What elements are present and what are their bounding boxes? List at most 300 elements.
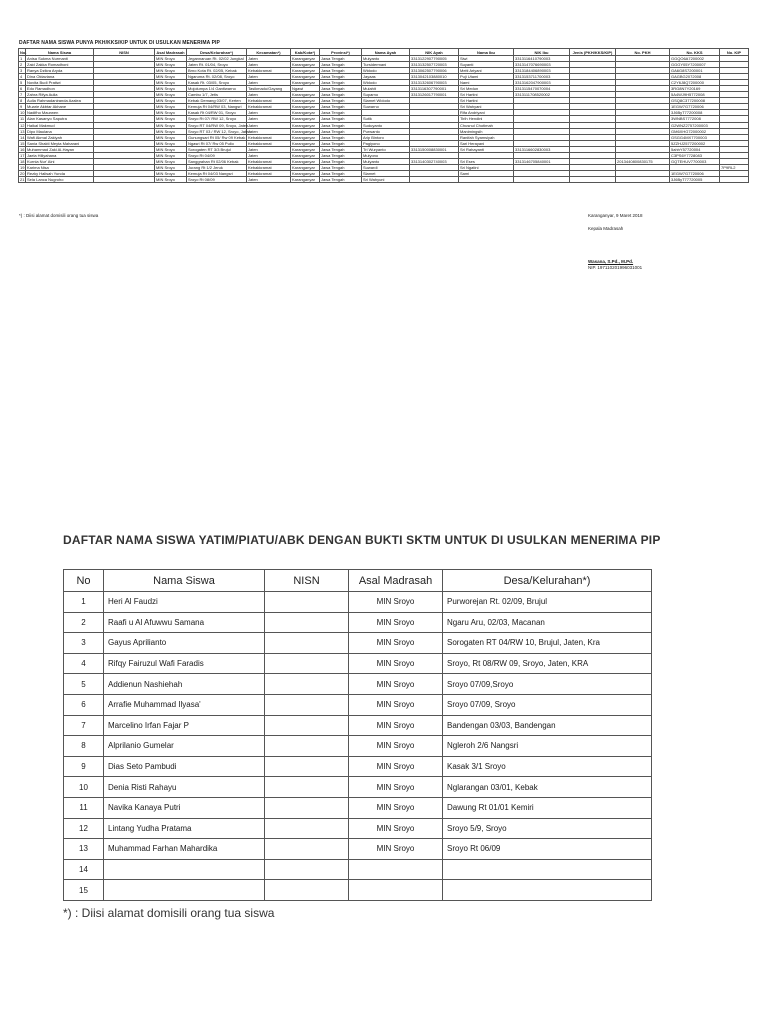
- table-row: [64, 612, 652, 633]
- table-cell: 12: [64, 818, 104, 839]
- table-cell: Sroyo Rt 08/09: [187, 176, 247, 182]
- table-cell: GA6G8S7200001: [670, 68, 720, 74]
- table-cell: Jawa Tengah: [320, 176, 362, 182]
- table-cell: Jaten: [247, 110, 291, 116]
- table-cell: 1: [19, 56, 26, 62]
- table-cell: Karanganyar: [291, 74, 320, 80]
- table-cell: MIN Sroyo: [155, 152, 187, 158]
- table-cell: Kurnia Nur' Aini: [26, 158, 94, 164]
- table-cell: Sri Wahyuni: [362, 176, 410, 182]
- table-cell: 3313147076690003: [514, 62, 570, 68]
- table-cell: [265, 694, 349, 715]
- table-cell: Edo Ramadhon: [26, 86, 94, 92]
- table-row: [64, 880, 652, 901]
- table-cell: Lintang Yudha Pratama: [104, 818, 265, 839]
- table-cell: Jawa Tengah: [320, 110, 362, 116]
- table-cell: 6: [19, 86, 26, 92]
- table-cell: 12: [20, 122, 25, 128]
- table-cell: Ngaru Aru, 02/03, Macanan: [443, 612, 652, 633]
- table-cell: [265, 839, 349, 860]
- table-cell: 16: [20, 146, 25, 152]
- table-cell: Suduyanto: [362, 122, 410, 128]
- column-header: Asal Madrasah: [349, 570, 443, 592]
- table-cell: MIN Sroyo: [155, 128, 187, 134]
- table-cell: Jaten: [247, 128, 291, 134]
- table-cell: Kasak 3/1 Sroyo: [443, 756, 652, 777]
- table-cell: [265, 612, 349, 633]
- table-cell: 8: [19, 98, 26, 104]
- table-cell: Bandengan 03/03, Bandengan: [443, 715, 652, 736]
- table-cell: Kasak Rt. 03/05, Sroyo: [187, 80, 247, 86]
- table-cell: Sroyo, Rt 08/RW 09, Sroyo, Jaten, KRA: [443, 653, 652, 674]
- table-row: [64, 777, 652, 798]
- table-cell: MIN Sroyo: [155, 158, 187, 164]
- table-cell: Sami: [459, 170, 514, 176]
- table-row: [64, 694, 652, 715]
- table-cell: Cambu 1/7, Jetis: [187, 92, 247, 98]
- table-cell: Sroyo RT 04/RW 09, Sroyo, Jaten: [188, 122, 249, 128]
- column-header: Jenis (PKH/KKS/KIP): [570, 49, 616, 56]
- column-header: Nama Siswa: [104, 570, 265, 592]
- table-cell: Muhammad Zaki Al-Hayan: [26, 146, 94, 152]
- table-cell: Sania Shakti Meyta Maharani: [26, 140, 94, 146]
- table-cell: Nglarangan 03/01, Kebak: [443, 777, 652, 798]
- table-cell: Suparno: [362, 92, 410, 98]
- table-cell: Jawa Tengah: [320, 92, 362, 98]
- table-cell: [443, 859, 652, 880]
- table-cell: Jawa Tengah: [320, 68, 362, 74]
- table-cell: Jaten: [247, 56, 291, 62]
- table-cell: Tri Wuryanto: [362, 146, 410, 152]
- table-cell: Karanganyar: [291, 146, 320, 152]
- table-cell: 3313132606790003: [410, 80, 459, 86]
- table-row: [64, 736, 652, 757]
- table-cell: C2Y6J8Q7200000: [670, 80, 720, 86]
- table-cell: Jawa Tengah: [320, 134, 362, 140]
- table-cell: Karanganyar: [291, 68, 320, 74]
- table-cell: Haikal Makmud: [26, 122, 94, 128]
- table-cell: Sri Hartini: [459, 92, 514, 98]
- table-cell: Karanganyar: [291, 122, 320, 128]
- table-cell: Karanganyar: [291, 176, 320, 182]
- table-cell: 3: [19, 68, 26, 74]
- table-cell: [265, 674, 349, 695]
- table-cell: Purwanto: [362, 128, 410, 134]
- doc2-title: DAFTAR NAMA SISWA YATIM/PIATU/ABK DENGAN BUKTI SKTM UNTUK DI USULKAN MENERIMA PIP: [63, 533, 661, 547]
- table-cell: Sroyo Rt 07/ RW 12, Sroyo: [187, 116, 247, 122]
- table-cell: 3313116602830003: [514, 146, 570, 152]
- table-cell: Suwarno: [362, 104, 410, 110]
- table-cell: Widodo: [362, 80, 410, 86]
- table-cell: Manimingsih: [459, 128, 514, 134]
- table-cell: [265, 633, 349, 654]
- column-header: Nama Siswa: [26, 49, 94, 56]
- table-cell: MIN Sroyo: [349, 797, 443, 818]
- table-cell: [265, 880, 349, 901]
- table-cell: Jegannaruan Rt. 02/02 Jungkal: [187, 56, 247, 62]
- table-cell: 3313116410790003: [514, 56, 570, 62]
- table-row: [64, 859, 652, 880]
- table-cell: Karanganyar: [291, 170, 320, 176]
- column-header: Nama Ibu: [459, 49, 514, 56]
- table-cell: Chusnul Chotimah: [459, 122, 514, 128]
- table-cell: Jaten: [247, 74, 291, 80]
- signature-role: Kepala Madrasah: [588, 226, 624, 231]
- table-cell: Sutik: [362, 116, 410, 122]
- table-cell: [265, 859, 349, 880]
- table-cell: 5ZZHJ2577200002: [670, 140, 720, 146]
- table-cell: Raafi u Al Afuwwu Samana: [104, 612, 265, 633]
- table-cell: Sroyo 5/9, Sroyo: [443, 818, 652, 839]
- table-cell: Jawa Tengah: [320, 104, 362, 110]
- table-cell: [443, 880, 652, 901]
- table-cell: Kebakkramat: [247, 140, 291, 146]
- table-cell: MIN Sroyo: [155, 164, 187, 170]
- table-cell: Brno Kota Rt. 02/05, Kebak: [187, 68, 247, 74]
- table-cell: 3313140302740003: [410, 158, 459, 164]
- table-cell: 3J6ByT77200008: [670, 110, 720, 116]
- table-cell: Heri Al Faudzi: [104, 592, 265, 613]
- table-cell: Wafi Akmal Zakiyah: [26, 134, 94, 140]
- table-cell: [265, 715, 349, 736]
- table-cell: 11: [64, 797, 104, 818]
- table-cell: MIN Sroyo: [349, 612, 443, 633]
- table-cell: 3313116307790001: [410, 86, 459, 92]
- table-cell: [94, 176, 155, 182]
- table-cell: 3313042103880010: [410, 74, 459, 80]
- table-cell: MIN Sroyo: [155, 116, 187, 122]
- table-cell: [265, 736, 349, 757]
- table-cell: Jawa Tengah: [320, 140, 362, 146]
- table-cell: Sri Ngatini: [459, 164, 514, 170]
- table-cell: 3313122907790005: [410, 56, 459, 62]
- table-cell: 7: [64, 715, 104, 736]
- table-cell: Sri Hartini: [459, 98, 514, 104]
- table-cell: MIN Sroyo: [349, 818, 443, 839]
- table-cell: Meiti Ariyani: [459, 68, 514, 74]
- table-cell: Jaten: [247, 116, 291, 122]
- table-cell: Mulahit: [362, 86, 410, 92]
- table-cell: Mojolumpa 1/4 Gantiwarno: [187, 86, 247, 92]
- table-cell: [349, 880, 443, 901]
- table-cell: Karanganyar: [291, 134, 320, 140]
- table-cell: [265, 756, 349, 777]
- table-cell: Tasikmadu/Gayang: [247, 86, 291, 92]
- table-cell: Puji Utami: [459, 74, 514, 80]
- table-cell: Muhammad Farhan Mahardika: [104, 839, 265, 860]
- table-cell: 17: [20, 152, 25, 158]
- table-cell: MIN Sroyo: [349, 736, 443, 757]
- table-cell: Kebakkramat: [247, 170, 291, 176]
- table-cell: 19: [20, 164, 25, 170]
- table-cell: Alan Kasanyo Saputra: [26, 116, 94, 122]
- table-row: [19, 176, 749, 182]
- table-cell: Sri Medun: [459, 86, 514, 92]
- table-row: [64, 653, 652, 674]
- table-cell: [459, 176, 514, 182]
- table-cell: Marcelino Irfan Fajar P: [104, 715, 265, 736]
- table-cell: Ngleroh 2/6 Nangsri: [443, 736, 652, 757]
- table-cell: [265, 818, 349, 839]
- table-header-row: [64, 570, 652, 592]
- table-cell: MIN Sroyo: [349, 694, 443, 715]
- table-cell: MIN Sroyo: [349, 674, 443, 695]
- table-cell: 10: [20, 110, 25, 116]
- table-cell: MIN Sroyo: [155, 74, 187, 80]
- table-cell: Karanganyar: [291, 110, 320, 116]
- table-cell: Jawa Tengah: [320, 98, 362, 104]
- table-cell: Nadifho Maurwen: [26, 110, 94, 116]
- table-cell: Aulia Rahmadaniranda Azalea: [26, 98, 94, 104]
- table-cell: Ranya Dzikra Aryda: [26, 68, 94, 74]
- table-cell: Sri Rahayanti: [459, 146, 514, 152]
- column-header: Desa/Kelurahan*): [187, 49, 247, 56]
- table-cell: 9: [19, 104, 26, 110]
- table-cell: [514, 176, 570, 182]
- table-cell: 5: [64, 674, 104, 695]
- table-cell: 14: [20, 134, 25, 140]
- table-cell: 2: [64, 612, 104, 633]
- table-cell: Jaten Rt. 01/04, Sroyo: [187, 62, 247, 68]
- table-cell: Tursidermani: [362, 62, 410, 68]
- table-cell: 3313062507790006: [410, 68, 459, 74]
- table-cell: 13: [64, 839, 104, 860]
- table-cell: Gayus Aprilianto: [104, 633, 265, 654]
- table-cell: Sroyo Rt 04/09: [187, 152, 247, 158]
- table-cell: MIN Sroyo: [155, 170, 187, 176]
- table-cell: Denia Risti Rahayu: [104, 777, 265, 798]
- table-cell: Zaid Zakka Romadhoni: [26, 62, 94, 68]
- table-header-row: [19, 49, 749, 56]
- table-cell: GSGG4MX7700003: [670, 134, 720, 140]
- table-cell: Suwardi: [362, 164, 410, 170]
- table-cell: Karanganyar: [291, 80, 320, 86]
- footnote: *) : Diisi alamat domisili orang tua siswa: [63, 906, 275, 920]
- table-cell: 15: [20, 140, 25, 146]
- table-cell: MIN Sroyo: [155, 56, 187, 62]
- table-cell: MIN Sroyo: [155, 134, 187, 140]
- table-cell: MIN Sroyo: [155, 98, 187, 104]
- table-cell: Jawa Tengah: [320, 62, 362, 68]
- table-cell: 3313111708520002: [514, 92, 570, 98]
- table-cell: Sroyo RT 03 / RW 12, Sroyo, Jaten: [188, 128, 251, 134]
- table-cell: Widodo: [362, 68, 410, 74]
- table-cell: Jurang Rt 1/2 Jeruk: [187, 164, 247, 170]
- table-cell: Sroyo Rt 06/09: [443, 839, 652, 860]
- table-cell: Jawa Tengah: [320, 56, 362, 62]
- table-cell: Sroyo 07/09,Sroyo: [443, 674, 652, 695]
- table-row: [64, 633, 652, 654]
- table-cell: Ngawi: [291, 86, 320, 92]
- table-cell: Kebakkramat: [247, 104, 291, 110]
- table-cell: MIN Sroyo: [155, 122, 187, 128]
- table-cell: 11: [20, 116, 25, 122]
- table-cell: Anisa Sukma Nurmanti: [26, 56, 94, 62]
- table-cell: [265, 653, 349, 674]
- table-cell: Jawa Tengah: [320, 152, 362, 158]
- table-cell: Jaten: [247, 122, 291, 128]
- table-cell: 3313162047900003: [514, 80, 570, 86]
- table-cell: Kasak Rt 04/RW 01, Sroyo: [187, 110, 247, 116]
- table-cell: 9: [64, 756, 104, 777]
- table-cell: [720, 176, 749, 182]
- table-cell: MIN Sroyo: [155, 176, 187, 182]
- table-cell: G2WNZ2757200003: [670, 122, 720, 128]
- table-cell: Rifa Andriyani: [459, 110, 514, 116]
- column-header: Nama Ayah: [362, 49, 410, 56]
- column-header: Kecamatan*): [247, 49, 291, 56]
- table-cell: Sanggrahan Rt 02/06 Kebak: [187, 158, 247, 164]
- table-cell: 20: [20, 170, 25, 176]
- table-cell: Sri Eses: [459, 158, 514, 164]
- table-cell: Siwi: [459, 56, 514, 62]
- table-row: [64, 674, 652, 695]
- table-cell: 1EGW7G7720006: [670, 170, 720, 176]
- table-cell: 2: [19, 62, 26, 68]
- column-header: No. PKH: [616, 49, 670, 56]
- table-cell: Karanganyar: [291, 104, 320, 110]
- table-cell: 8: [64, 736, 104, 757]
- table-cell: Pagiyono: [362, 140, 410, 146]
- table-cell: MIN Sroyo: [155, 140, 187, 146]
- table-cell: Slamet: [362, 170, 410, 176]
- table-cell: Jaten: [247, 146, 291, 152]
- table-cell: Dipo Maulana: [26, 128, 94, 134]
- table-cell: Karanganyar: [291, 116, 320, 122]
- table-cell: MIN Sroyo: [155, 68, 187, 74]
- column-header: NIK Ibu: [514, 49, 570, 56]
- table-cell: Sari Herayani: [459, 140, 514, 146]
- table-cell: Arip Bintoro: [362, 134, 410, 140]
- table-cell: [410, 176, 459, 182]
- table-cell: [265, 777, 349, 798]
- table-cell: Jaten: [247, 80, 291, 86]
- table-cell: Tirih Hendini: [459, 116, 514, 122]
- table-cell: MIN Sroyo: [155, 110, 187, 116]
- table-cell: Jawa Tengah: [320, 74, 362, 80]
- table-cell: Novita Budi Pratiwi: [26, 80, 94, 86]
- table-cell: Karanganyar: [291, 152, 320, 158]
- table-cell: Ranifah Syamsiyah: [459, 134, 514, 140]
- table-cell: Kebakkramat: [247, 134, 291, 140]
- table-cell: 3J6ByT77720005: [670, 176, 720, 182]
- table-cell: MIN Sroyo: [155, 104, 187, 110]
- table-cell: MIN Sroyo: [349, 633, 443, 654]
- signature-nip: NIP. 197110201996031001: [588, 265, 643, 270]
- table-cell: Sela Lanca Nugroho: [26, 176, 94, 182]
- table-cell: Karanganyar: [291, 56, 320, 62]
- table-row: [64, 715, 652, 736]
- yatim-piatu-abk-student-table: [63, 569, 652, 901]
- table-cell: Jayaas: [362, 74, 410, 80]
- column-header: No. KIP: [720, 49, 749, 56]
- table-cell: 3313153711700003: [514, 74, 570, 80]
- table-row: [64, 818, 652, 839]
- table-cell: 1EGW7G7720006: [670, 104, 720, 110]
- table-cell: MIN Sroyo: [349, 756, 443, 777]
- table-cell: Sroyo 07/09, Sroyo: [443, 694, 652, 715]
- table-cell: Jawa Tengah: [320, 146, 362, 152]
- table-cell: Kebakkramat: [247, 164, 291, 170]
- table-cell: 3RG8N7Y20169: [670, 86, 720, 92]
- table-cell: [349, 859, 443, 880]
- table-cell: 3313150008830001: [410, 146, 459, 152]
- table-cell: Karima Nisa: [26, 164, 94, 170]
- table-cell: Jaten: [247, 62, 291, 68]
- table-cell: MIN Sroyo: [349, 592, 443, 613]
- table-cell: GM6XHG72000002: [670, 128, 720, 134]
- column-header: Provinsi*): [320, 49, 362, 56]
- table-cell: Jawa Tengah: [320, 164, 362, 170]
- table-cell: Rifqy Fairuzul Wafi Faradis: [104, 653, 265, 674]
- table-cell: Karanganyar: [291, 140, 320, 146]
- table-cell: [104, 859, 265, 880]
- table-cell: MIN Sroyo: [349, 653, 443, 674]
- column-header: NISN: [94, 49, 155, 56]
- table-cell: 5ahhY57720004: [670, 146, 720, 152]
- table-cell: 4: [19, 74, 26, 80]
- table-row: [64, 797, 652, 818]
- table-cell: Zahra Rifya Aulia: [26, 92, 94, 98]
- column-header: Kab/Kota*): [291, 49, 320, 56]
- table-cell: MIN Sroyo: [155, 146, 187, 152]
- table-cell: 13: [20, 128, 25, 134]
- table-cell: 3WNBS7772008: [670, 116, 720, 122]
- table-cell: Navika Kanaya Putri: [104, 797, 265, 818]
- table-cell: 5A4WJ9H5772008: [670, 92, 720, 98]
- table-cell: Suyanti: [459, 62, 514, 68]
- table-cell: 7: [19, 92, 26, 98]
- pkh-kks-kip-student-table: [18, 48, 749, 183]
- column-header: No. KKS: [670, 49, 720, 56]
- table-cell: Sri Wahyani: [459, 104, 514, 110]
- table-cell: 4: [64, 653, 104, 674]
- table-cell: 2013440800830175: [616, 158, 670, 164]
- table-cell: MIN Sroyo: [155, 80, 187, 86]
- table-cell: Kebakkramat: [247, 158, 291, 164]
- table-cell: Mulyanto: [362, 56, 410, 62]
- table-cell: Dias Seto Pambudi: [104, 756, 265, 777]
- table-cell: C3PS6Y7728083: [670, 152, 720, 158]
- table-cell: 3313146705840001: [514, 158, 570, 164]
- signature-name: Wasana, S.Pd., M.Pd.: [588, 259, 634, 264]
- table-cell: 21: [20, 176, 25, 182]
- table-cell: Karanganyar: [291, 98, 320, 104]
- table-cell: GGGY05Y7200007: [670, 62, 720, 68]
- column-header: NISN: [265, 570, 349, 592]
- table-cell: Jaten: [247, 92, 291, 98]
- table-cell: MIN Sroyo: [155, 92, 187, 98]
- table-cell: GSQ8C377200008: [670, 98, 720, 104]
- signature-place-date: Karanganyar, 9 Maret 2018: [588, 213, 643, 218]
- table-cell: Karanganyar: [291, 62, 320, 68]
- table-cell: 10: [64, 777, 104, 798]
- doc1-title: DAFTAR NAMA SISWA PUNYA PKH/KKS/KIP UNTUK DI USULKAN MENERIMA PIP: [19, 40, 220, 46]
- table-cell: Kebakkramat: [247, 68, 291, 74]
- table-cell: MIN Sroyo: [349, 777, 443, 798]
- table-cell: Jaela Hiliyahana: [26, 152, 94, 158]
- table-cell: 18: [20, 158, 25, 164]
- table-cell: Karanganyar: [291, 158, 320, 164]
- table-cell: Alprilanio Gumelar: [104, 736, 265, 757]
- table-cell: [570, 176, 616, 182]
- table-cell: Sorogaten RT 3/3 Brujul: [187, 146, 247, 152]
- table-cell: GAGBG2072008: [670, 74, 720, 80]
- column-header: No.: [20, 49, 27, 55]
- footnote: *) : Diisi alamat domisili orang tua siswa: [19, 213, 99, 218]
- table-cell: 3: [64, 633, 104, 654]
- table-cell: 3313184406890003: [514, 68, 570, 74]
